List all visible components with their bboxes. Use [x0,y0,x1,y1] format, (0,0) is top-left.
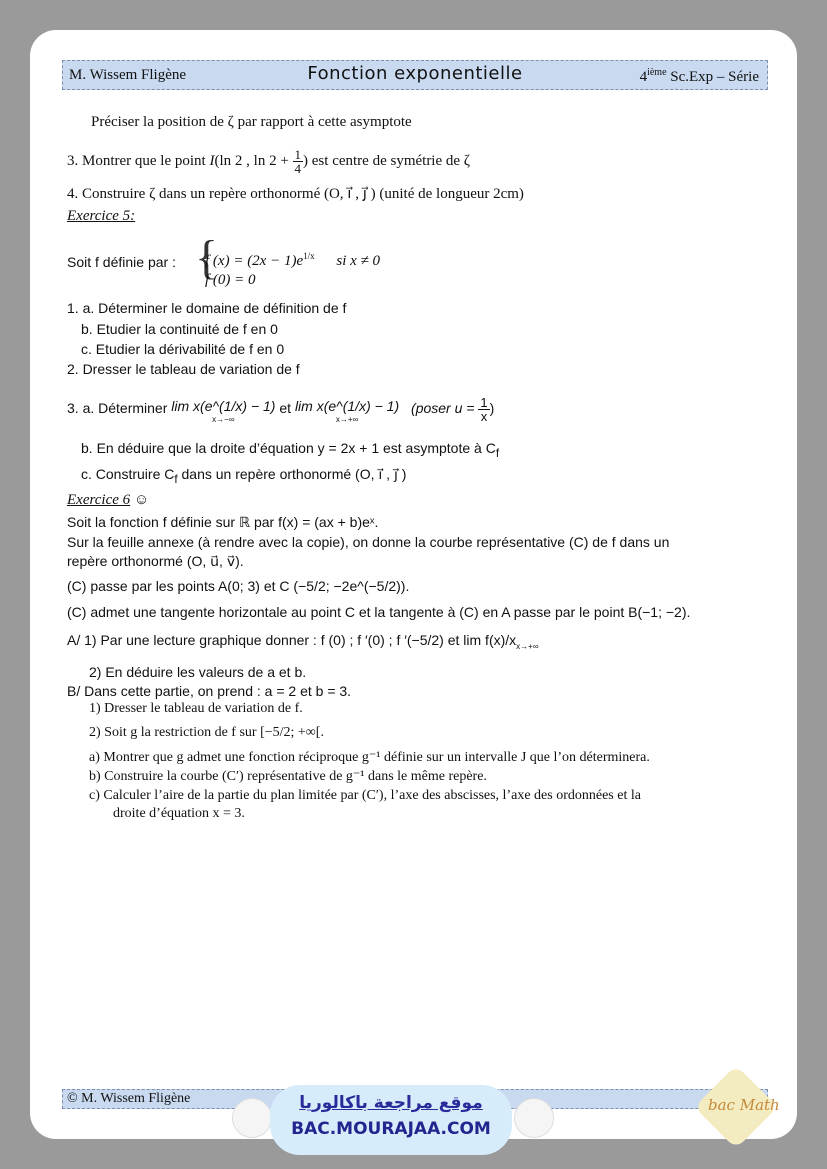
header-title: Fonction exponentielle [307,63,523,84]
footer-copyright: © M. Wissem Fligène [67,1091,191,1106]
fraction-one-quarter: $\frac{1}{4}$ [294,147,302,176]
site-badge-left-icon [232,1098,272,1138]
ex5-brace: { [195,231,219,284]
ex6-part-a2: 2) En déduire les valeurs de a et b. [89,664,307,680]
ex6-b2: 2) Soit g la restriction de f sur [−5/2; +∞[. [89,725,324,740]
header-level: 4ième Sc.Exp – Série [639,67,759,85]
ex6-line-3: repère orthonormé (O, u⃗, v⃗). [67,553,244,569]
ex5-definition-case2: f (0) = 0 [205,272,256,288]
ex6-bc-line2: droite d’équation x = 3. [113,806,245,821]
fraction-one-over-x: $\frac{1}{x}$ [480,395,488,424]
line-q4-construct: 4. Construire ζ dans un repère orthonormé (O, i⃗ , j⃗ ) (unité de longueur 2cm) [67,186,524,202]
brand-arabic-name: موقع مراجعة باكالوريا [299,1093,483,1113]
ex6-bc: c) Calculer l’aire de la partie du plan limitée par (C′), l’axe des abscisses, l’axe des ordonnées et la [89,788,641,803]
smiley-icon: ☺ [133,492,150,508]
q3b-asymptote: b. En déduire que la droite d’équation y = 2x + 1 est asymptote à $C_f$ [81,440,500,460]
q2-variation-table: 2. Dresser le tableau de variation de f [67,361,300,377]
q3c-construct: c. Construire $C_f$ dans un repère orthonormé (O, i⃗ , j⃗ ) [81,466,407,486]
ex5-definition-case1: f $(x) = (2x - 1)e^{1/x}$ si x ≠ 0 [205,251,381,269]
page-header [62,60,768,90]
line-asymptote: Préciser la position de ζ par rapport à cette asymptote [91,114,412,130]
ex6-line-5: (C) admet une tangente horizontale au point C et la tangente à (C) en A passe par le point B(−1; −2). [67,604,691,620]
ex6-b1: 1) Dresser le tableau de variation de f. [89,701,303,716]
exercise-6-title: Exercice 6 ☺ [67,492,150,508]
brand-url[interactable]: BAC.MOURAJAA.COM [291,1119,491,1139]
ex6-part-a1: A/ 1) Par une lecture graphique donner : f (0) ; f ′(0) ; f ′(−5/2) et $\lim f(x)/x_{x\to+\infty}$ [67,632,539,651]
ex5-definition-intro: Soit f définie par : [67,254,176,270]
line-q3-symmetry: 3. Montrer que le point I(ln 2 , ln 2 + $\frac{1}{4}$ ) est centre de symétrie de ζ [67,147,471,176]
site-badge-right-icon [514,1098,554,1138]
exercise-5-title: Exercice 5: [67,208,136,224]
q1b-continuity: b. Etudier la continuité de f en 0 [81,321,278,337]
q3a-limits: 3. a. Déterminer lim x(e^(1/x) − 1) x→−∞ et lim x(e^(1/x) − 1) x→+∞ (poser u = $\frac{1}{x}$ ) [67,395,495,424]
header-author: M. Wissem Fligène [69,67,187,83]
ex6-part-b: B/ Dans cette partie, on prend : a = 2 et b = 3. [67,683,352,699]
ex6-ba: a) Montrer que g admet une fonction réciproque g⁻¹ définie sur un intervalle J que l’on déterminera. [89,750,650,765]
ex6-bb: b) Construire la courbe (C′) représentative de g⁻¹ dans le même repère. [89,769,487,784]
ex6-line-2: Sur la feuille annexe (à rendre avec la copie), on donne la courbe représentative (C) de f dans un [67,534,670,550]
q1a-domain: 1. a. Déterminer le domaine de définition de f [67,300,347,316]
site-brand-banner[interactable] [270,1085,512,1155]
ex6-line-4: (C) passe par les points A(0; 3) et C (−5/2; −2e^(−5/2)). [67,578,410,594]
ex6-line-1: Soit la fonction f définie sur ℝ par f(x) = (ax + b)eˣ. [67,514,379,530]
bac-math-logo-text: bac Math [708,1096,780,1114]
q1c-derivability: c. Etudier la dérivabilité de f en 0 [81,341,285,357]
